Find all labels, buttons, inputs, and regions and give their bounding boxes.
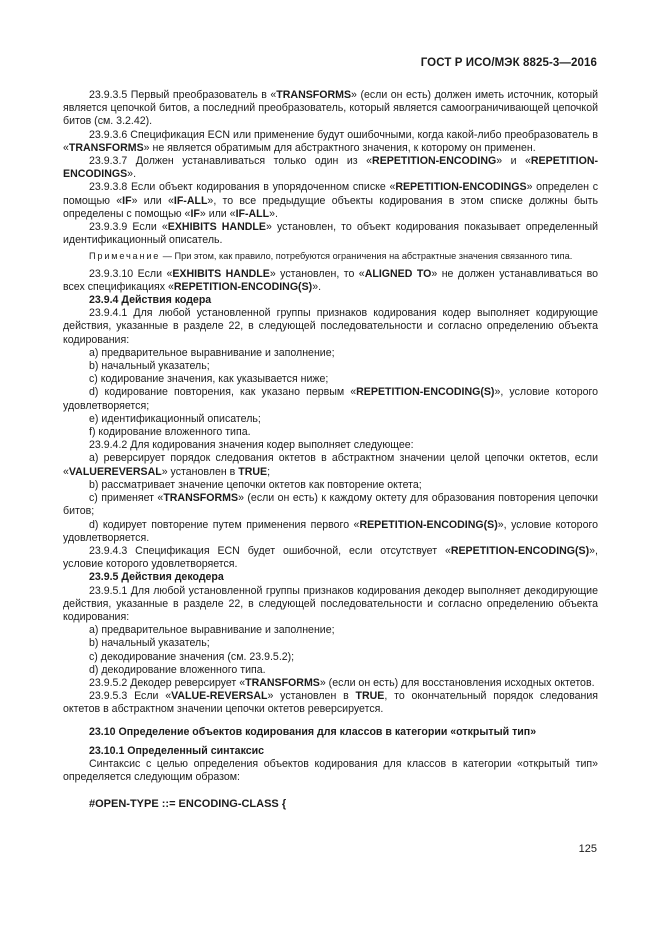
clause-23-9-3-9: 23.9.3.9 Если «EXHIBITS HANDLE» установлен, то объект кодирования показывает определенный идентификационный описатель. — [63, 221, 598, 247]
list-item: b) рассматривает значение цепочки октетов как повторение октета; — [89, 478, 422, 491]
note-label: Примечание — [89, 251, 161, 262]
list-item: d) кодирование повторения, как указано первым «REPETITION-ENCODING(S)», условие которого удовлетворяется; — [63, 386, 598, 412]
clause-23-9-3-7: 23.9.3.7 Должен устанавливаться только один из «REPETITION-ENCODING» и «REPETITION-ENCODINGS». — [63, 155, 599, 181]
clause-23-9-4-3: 23.9.4.3 Спецификация ECN будет ошибочной, если отсутствует «REPETITION-ENCODING(S)», условие которого удовлетворяется. — [63, 544, 598, 571]
list-item: a) предварительное выравнивание и заполнение; — [89, 346, 335, 359]
list-item: a) реверсирует порядок следования октетов в абстрактном значении целой цепочки октетов, если «VALUEREVERSAL» установлен в TRUE; — [63, 452, 598, 478]
clause-23-9-3-6: 23.9.3.6 Спецификация ECN или применение будут ошибочными, когда какой-либо преобразователь в «TRANSFORMS» не является обратимым для абстрактного значения, к которому он применен. — [63, 128, 598, 154]
clause-23-9-3-10: 23.9.3.10 Если «EXHIBITS HANDLE» установлен, то «ALIGNED TO» не должен устанавливаться во всех спецификациях «REPETITION-ENCODING(S)». — [63, 267, 598, 293]
clause-23-9-3-8: 23.9.3.8 Если объект кодирования в упорядоченном списке «REPETITION-ENCODINGS» определен с помощью «IF» или «IF-ALL», то все предыдущие объекты кодирования в этом списке должны быть определены с помощью «IF» или «IF-ALL». — [63, 181, 598, 220]
heading-23-9-5: 23.9.5 Действия декодера — [89, 571, 224, 584]
clause-23-9-5-2: 23.9.5.2 Декодер реверсирует «TRANSFORMS» (если он есть) для восстановления исходных октетов. — [89, 676, 595, 689]
list-item: f) кодирование вложенного типа. — [89, 426, 251, 439]
list-item: d) кодирует повторение путем применения первого «REPETITION-ENCODING(S)», условие которого удовлетворяется. — [63, 518, 598, 544]
list-item: c) декодирование значения (см. 23.9.5.2); — [89, 650, 295, 663]
heading-23-10-1: 23.10.1 Определенный синтаксис — [89, 744, 265, 757]
clause-23-9-5-3: 23.9.5.3 Если «VALUE-REVERSAL» установлен в TRUE, то окончательный порядок следования октетов в абстрактном значении цепочки октетов реверсируется. — [63, 690, 599, 716]
page-body — [63, 89, 598, 812]
list-item: d) декодирование вложенного типа. — [89, 663, 266, 676]
syntax-intro: Синтаксис с целью определения объектов кодирования для классов в категории «открытый тип» определяется следующим образом: — [63, 757, 598, 784]
note — [63, 250, 598, 263]
clause-23-9-4-1: 23.9.4.1 Для любой установленной группы признаков кодирования кодер выполняет кодирующие действия, указанные в разделе 22, в следующей последовательности и согласно определению объекта кодирования: — [63, 307, 598, 346]
running-header: ГОСТ Р ИСО/МЭК 8825-3—2016 — [420, 57, 597, 69]
page-number: 125 — [578, 843, 597, 855]
heading-23-10: 23.10 Определение объектов кодирования для классов в категории «открытый тип» — [89, 725, 537, 738]
list-item: b) начальный указатель; — [89, 637, 210, 650]
clause-23-9-4-2: 23.9.4.2 Для кодирования значения кодер выполняет следующее: — [89, 439, 414, 452]
code-line: #OPEN-TYPE ::= ENCODING-CLASS { — [89, 798, 287, 811]
heading-23-9-4: 23.9.4 Действия кодера — [89, 294, 212, 307]
list-item: c) применяет «TRANSFORMS» (если он есть) к каждому октету для образования повторения цепочки битов; — [63, 492, 598, 518]
list-item: a) предварительное выравнивание и заполнение; — [89, 624, 335, 637]
list-item: c) кодирование значения, как указывается ниже; — [89, 373, 329, 386]
clause-23-9-5-1: 23.9.5.1 Для любой установленной группы признаков кодирования декодер выполняет декодирующие действия, указанные в разделе 22, в следующей последовательности и согласно определению объекта кодирования: — [63, 584, 598, 623]
note-text: — При этом, как правило, потребуются ограничения на абстрактные значения связанного типа. — [160, 251, 573, 262]
list-item: b) начальный указатель; — [89, 360, 210, 373]
list-item: e) идентификационный описатель; — [89, 412, 261, 425]
clause-23-9-3-5: 23.9.3.5 Первый преобразователь в «TRANSFORMS» (если он есть) должен иметь источник, который является цепочкой битов, а последний преобразователь, который является самоограничивающей цепочкой битов (см. 3.2.42). — [63, 89, 598, 128]
